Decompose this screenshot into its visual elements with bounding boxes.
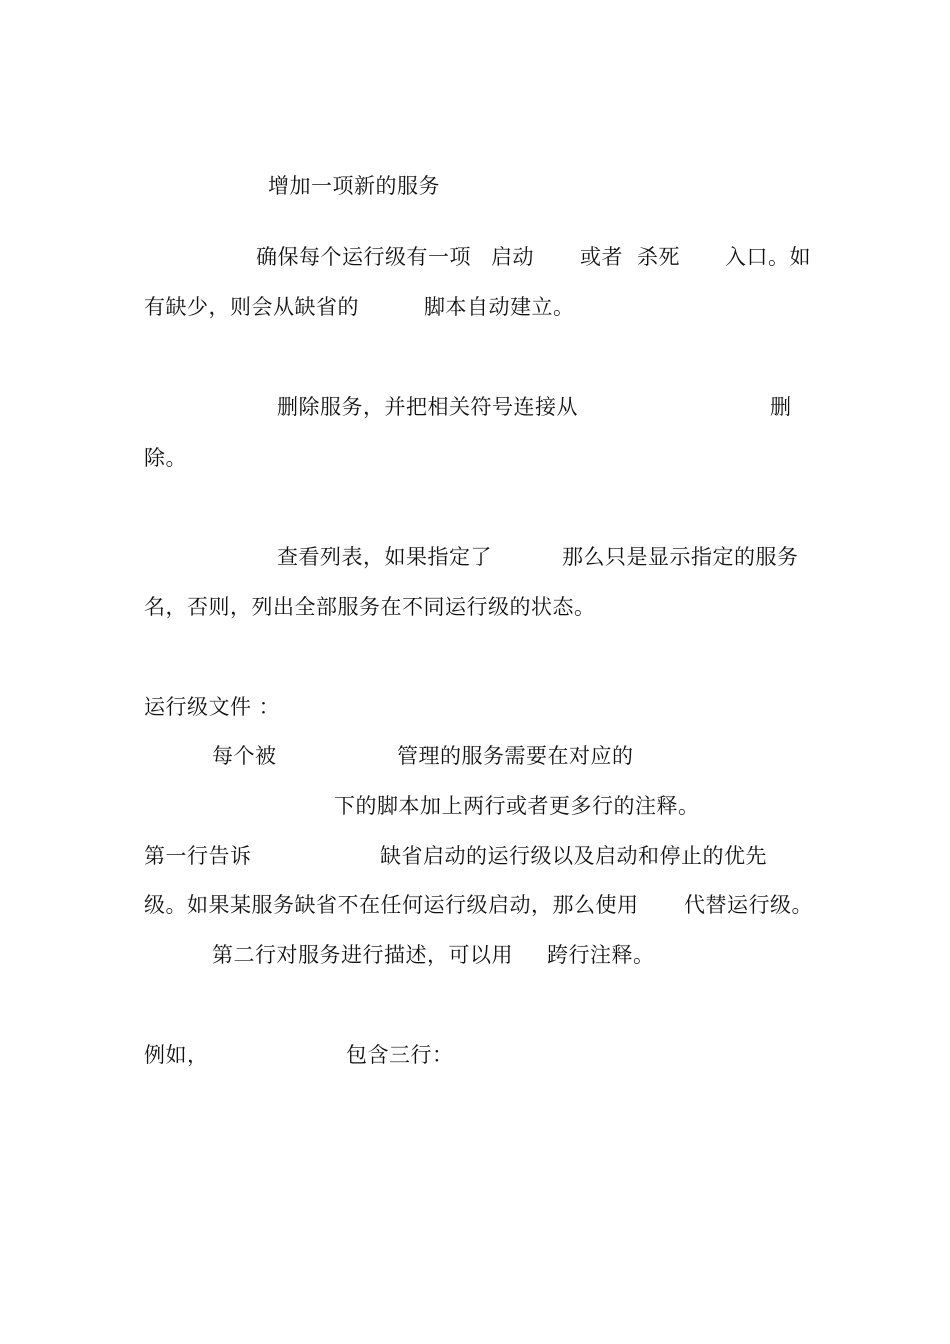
ensure-entry-start-word: 启动 — [491, 245, 534, 269]
list-view-text-3: 名，否则，列出全部服务在不同运行级的状态。 — [144, 595, 596, 619]
delete-service-text-2: 删 — [770, 395, 792, 419]
delete-service-text-3: 除。 — [144, 446, 187, 470]
runlevel-file-text-4: 第一行告诉 — [144, 844, 252, 868]
ensure-entry-text-2: 入口。如 — [725, 245, 811, 269]
runlevel-file-heading: 运行级文件 ： — [144, 695, 281, 719]
runlevel-file-text-9: 跨行注释。 — [547, 943, 655, 967]
add-service-heading: 增加一项新的服务 — [268, 174, 440, 198]
example-text-1: 例如， — [144, 1043, 209, 1067]
ensure-entry-kill-word: 杀死 — [637, 245, 680, 269]
ensure-entry-text-4: 脚本自动建立。 — [424, 295, 575, 319]
example-text-2: 包含三行： — [346, 1043, 454, 1067]
ensure-entry-text-3: 有缺少，则会从缺省的 — [144, 295, 359, 319]
runlevel-file-text-3: 下的脚本加上两行或者更多行的注释。 — [334, 794, 700, 818]
ensure-entry-or-word: 或者 — [580, 245, 623, 269]
ensure-entry-text-1: 确保每个运行级有一项 — [256, 245, 471, 269]
delete-service-text-1: 删除服务，并把相关符号连接从 — [277, 395, 578, 419]
list-view-text-1: 查看列表，如果指定了 — [277, 545, 492, 569]
runlevel-file-text-5: 缺省启动的运行级以及启动和停止的优先 — [380, 844, 767, 868]
runlevel-file-text-1: 每个被 — [212, 744, 277, 768]
list-view-text-2: 那么只是显示指定的服务 — [562, 545, 799, 569]
runlevel-file-text-8: 第二行对服务进行描述，可以用 — [212, 943, 513, 967]
runlevel-file-text-7: 代替运行级。 — [684, 893, 813, 917]
runlevel-file-text-6: 级。如果某服务缺省不在任何运行级启动，那么使用 — [144, 893, 639, 917]
runlevel-file-text-2: 管理的服务需要在对应的 — [397, 744, 634, 768]
